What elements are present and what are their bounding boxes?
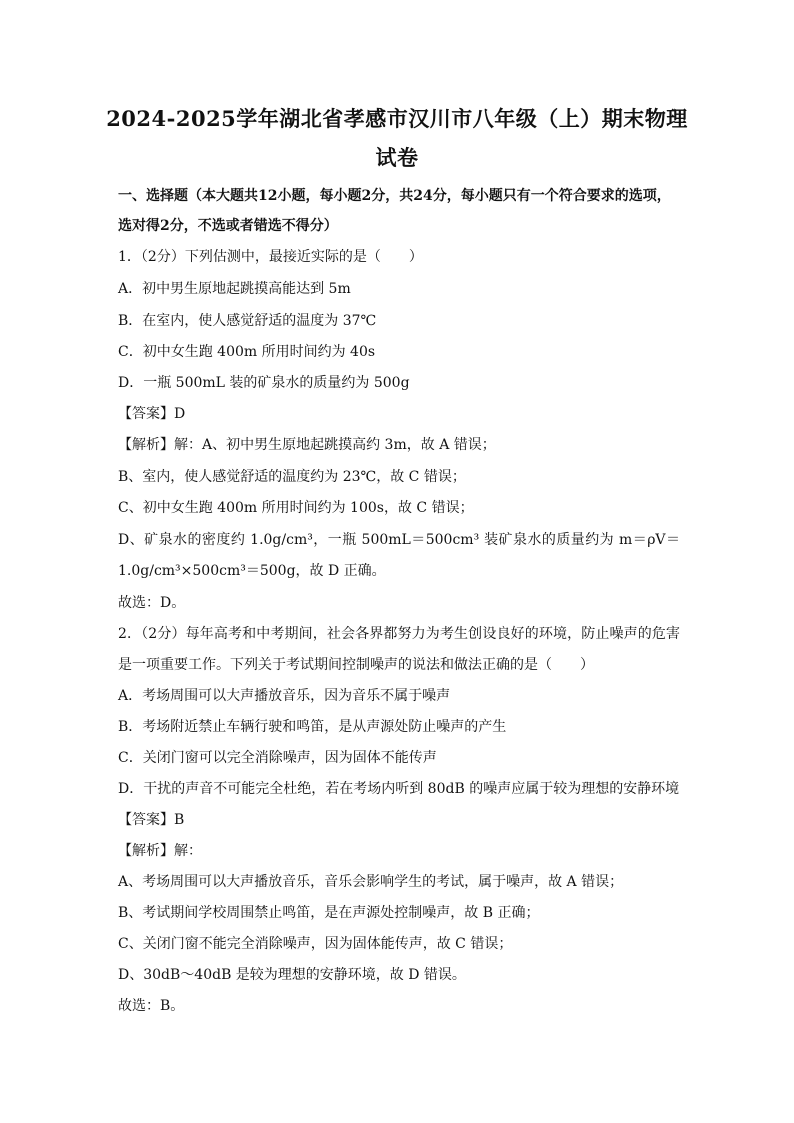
q2-option-c: C．关闭门窗可以完全消除噪声，因为固体不能传声 — [118, 750, 437, 766]
q2-answer: 【答案】B — [118, 812, 185, 828]
q1-stem: 1．（2分）下列估测中，最接近实际的是（ ） — [118, 249, 423, 265]
q2-stem-line-1: 2．（2分）每年高考和中考期间，社会各界都努力为考生创设良好的环境，防止噪声的危害 — [118, 626, 680, 642]
q1-option-b: B．在室内，使人感觉舒适的温度为 37℃ — [118, 313, 377, 329]
q2-analysis-line-1: A、考场周围可以大声播放音乐，音乐会影响学生的考试，属于噪声，故 A 错误； — [118, 874, 624, 890]
q1-option-a: A．初中男生原地起跳摸高能达到 5m — [118, 281, 351, 297]
q2-stem-line-2: 是一项重要工作。下列关于考试期间控制噪声的说法和做法正确的是（ ） — [118, 657, 594, 673]
q2-analysis-head: 【解析】解： — [118, 843, 202, 859]
section-heading-line-2: 选对得2分，不选或者错选不得分） — [118, 218, 338, 234]
q1-conclusion: 故选：D。 — [118, 595, 186, 611]
q1-analysis-line-4: D、矿泉水的密度约 1.0g/cm³，一瓶 500mL＝500cm³ 装矿泉水的质量约为 m＝ρV＝ — [118, 532, 680, 548]
q1-option-d: D．一瓶 500mL 装的矿泉水的质量约为 500g — [118, 375, 410, 391]
q2-option-d: D．干扰的声音不可能完全杜绝，若在考场内听到 80dB 的噪声应属于较为理想的安静环境 — [118, 781, 680, 797]
q2-analysis-line-3: C、关闭门窗不能完全消除噪声，因为固体能传声，故 C 错误； — [118, 936, 513, 952]
q2-option-a: A．考场周围可以大声播放音乐，因为音乐不属于噪声 — [118, 688, 451, 704]
section-heading-line-1: 一、选择题（本大题共12小题，每小题2分，共24分，每小题只有一个符合要求的选项， — [118, 188, 671, 204]
q2-conclusion: 故选：B。 — [118, 998, 185, 1014]
q2-analysis-line-2: B、考试期间学校周围禁止鸣笛，是在声源处控制噪声，故 B 正确； — [118, 905, 540, 921]
q1-analysis-line-3: C、初中女生跑 400m 所用时间约为 100s，故 C 错误； — [118, 500, 474, 516]
q1-analysis-line-5: 1.0g/cm³×500cm³＝500g，故 D 正确。 — [118, 563, 386, 579]
q1-analysis-line-2: B、室内，使人感觉舒适的温度约为 23℃，故 C 错误； — [118, 469, 466, 485]
document-title-line-2: 试卷 — [375, 145, 419, 170]
q2-analysis-line-4: D、30dB～40dB 是较为理想的安静环境，故 D 错误。 — [118, 967, 466, 983]
q2-option-b: B．考场附近禁止车辆行驶和鸣笛，是从声源处防止噪声的产生 — [118, 719, 507, 735]
q1-analysis-line-1: 【解析】解：A、初中男生原地起跳摸高约 3m，故 A 错误； — [118, 437, 496, 453]
q1-option-c: C．初中女生跑 400m 所用时间约为 40s — [118, 344, 376, 360]
document-title-line-1: 2024-2025学年湖北省孝感市汉川市八年级（上）期末物理 — [106, 106, 688, 131]
q1-answer: 【答案】D — [118, 406, 186, 422]
